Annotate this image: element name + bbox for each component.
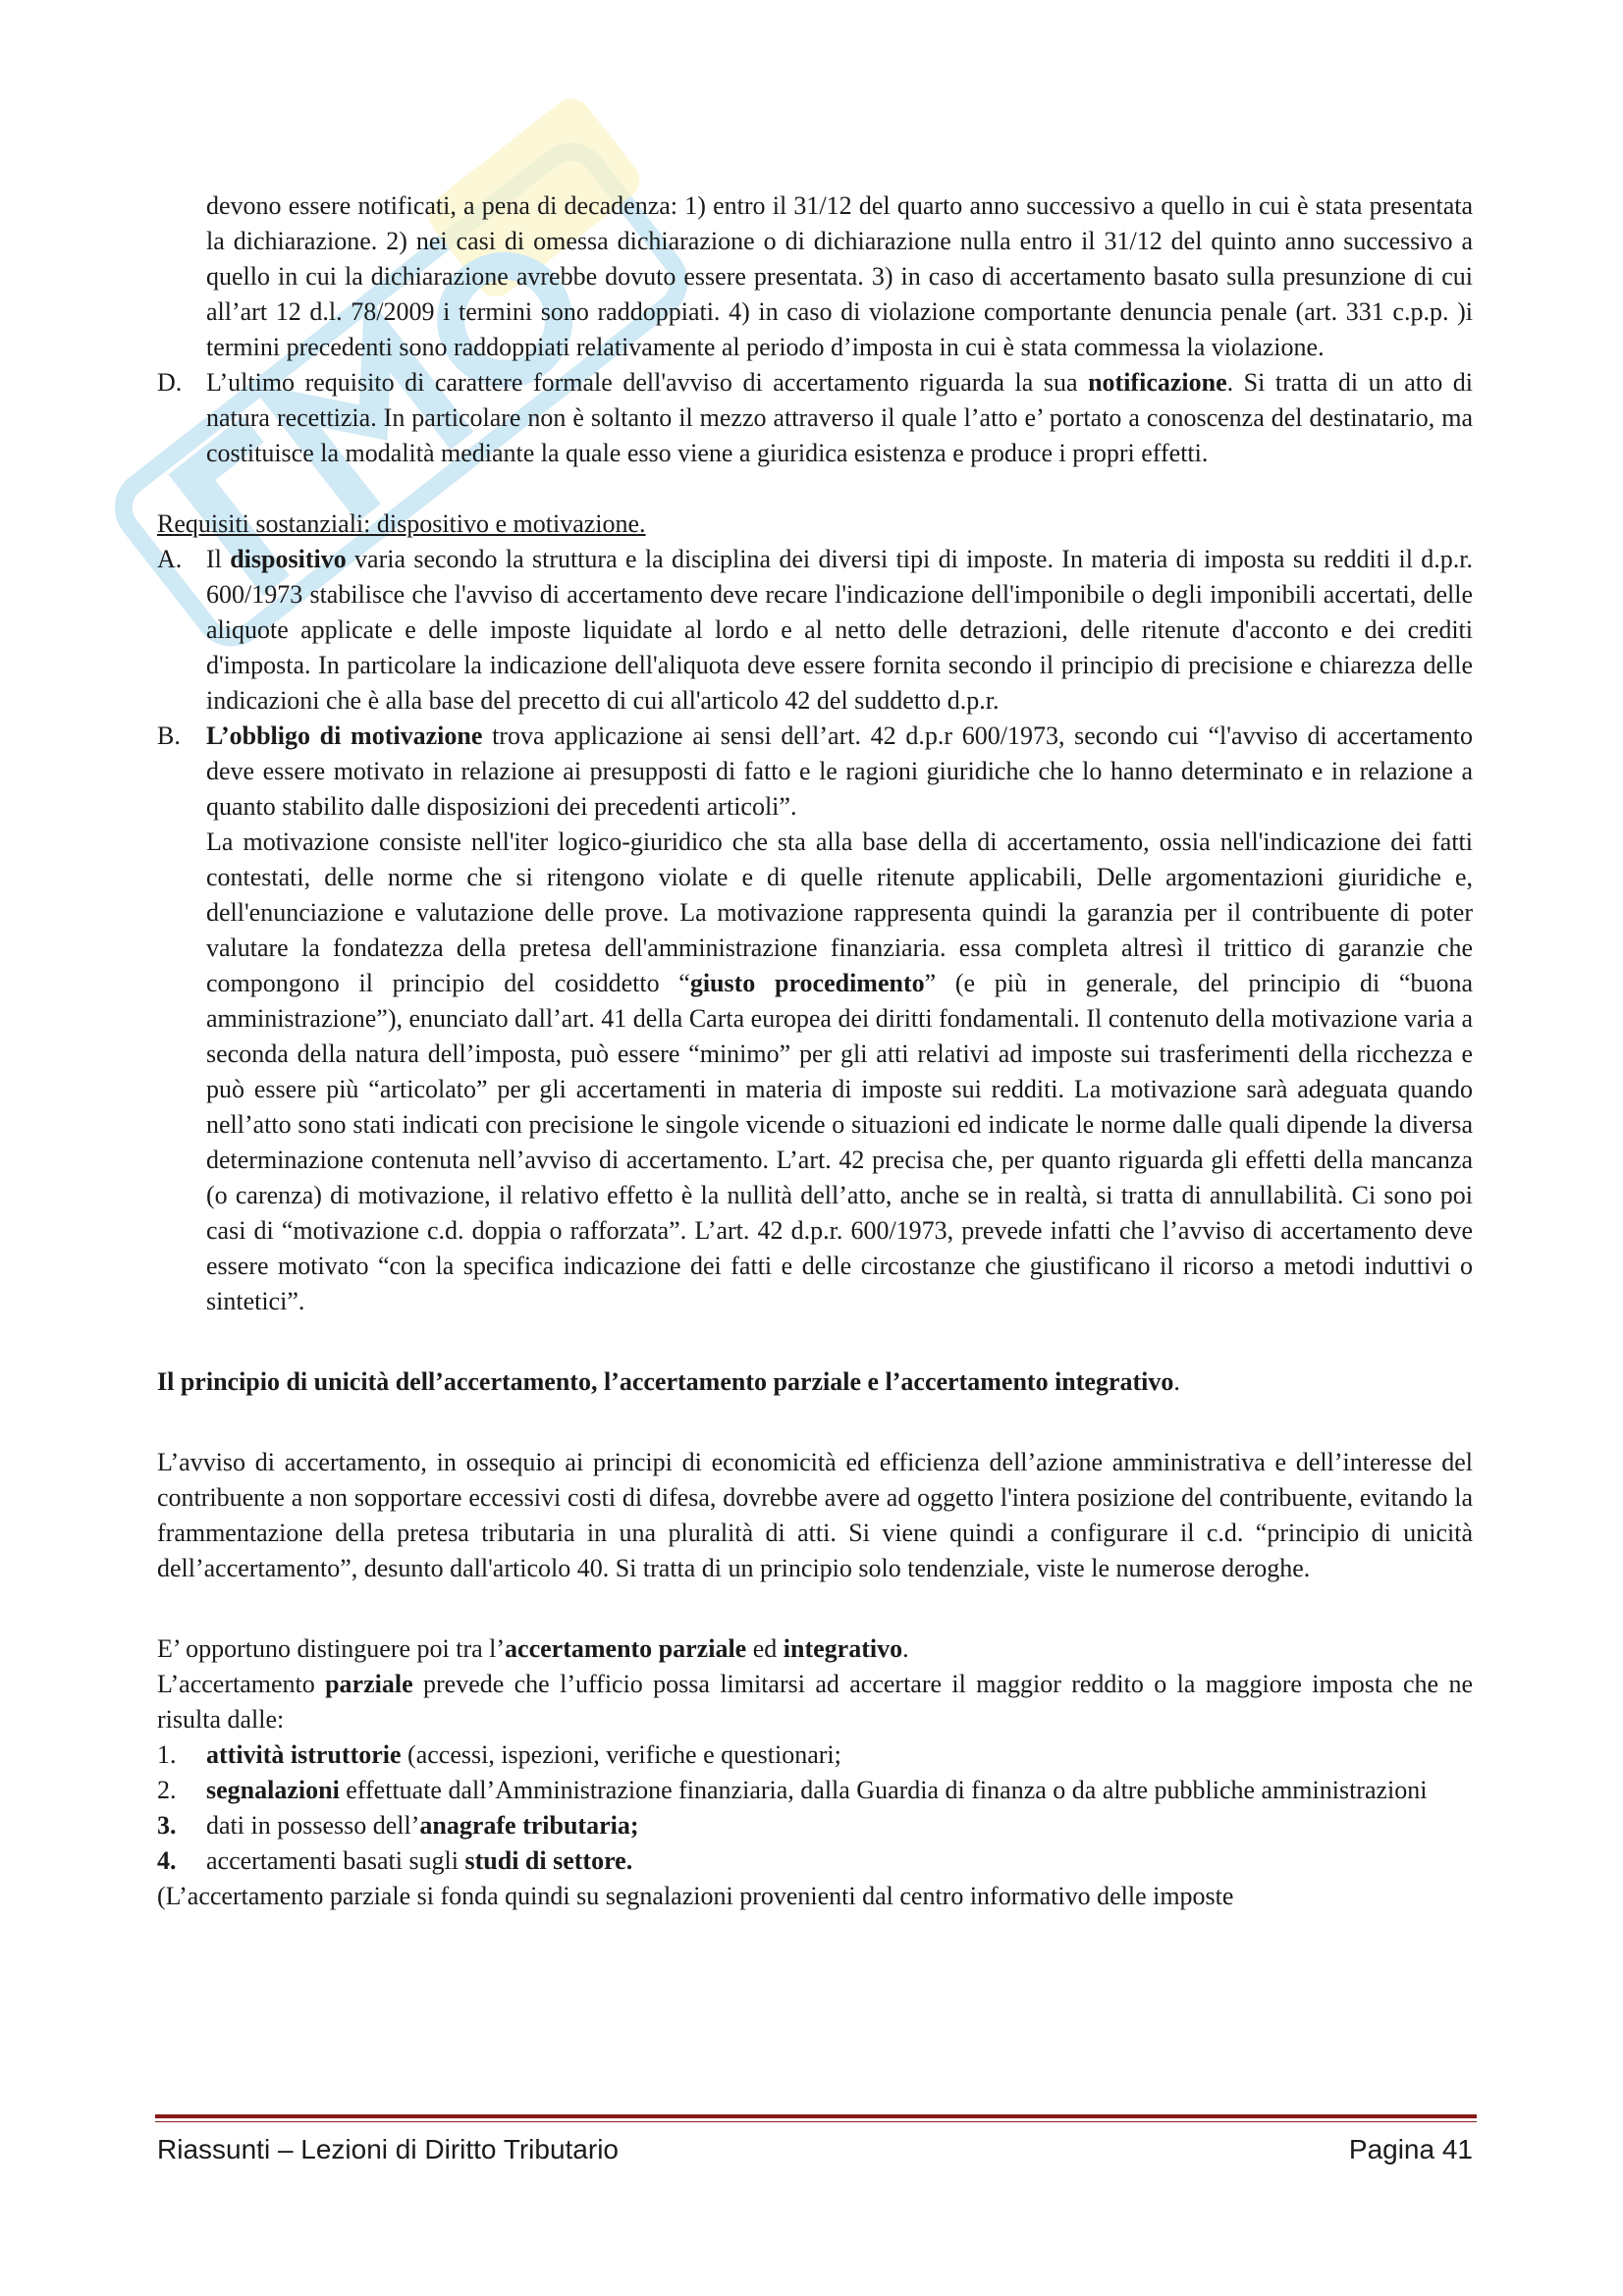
- item-content: [206, 1843, 1473, 1879]
- paragraph-text: L’accertamento: [157, 1670, 326, 1698]
- item-text: accertamenti basati sugli: [206, 1846, 465, 1875]
- section-title-sostanziali: [157, 507, 1473, 542]
- item-content: [206, 719, 1473, 1319]
- list-item-b: [157, 719, 1473, 1319]
- item-text: ” (e più in generale, del principio di “buona amministrazione”), enunciato dall’art. 41 della Carta europea dei diritti fondamentali. Il contenuto della motivazione varia a seconda della natura dell’imposta, può essere “minimo” per gli atti relativi ad imposte sui trasferimenti della ricchezza e può essere più “articolato” per gli accertamenti in materia di imposte sui redditi. La motivazione sarà adeguata quando nell’atto sono stati indicati con precisione le singole vicende o situazioni ed indicate le norme dalle quali dipende la diversa determinazione contenuta nell’avviso di accertamento. L’art. 42 precisa che, per quanto riguarda gli effetti della mancanza (o carenza) di motivazione, il relativo effetto è la nullità dell’atto, anche se in realtà, si tratta di annullabilità. Ci sono poi casi di “motivazione c.d. doppia o rafforzata”. L’art. 42 d.p.r. 600/1973, prevede infatti che l’avviso di accertamento deve essere motivato “con la specifica indicazione dei fatti e delle circostanze che giustificano il ricorso a metodi induttivi o sintetici”.: [206, 969, 1473, 1315]
- item-bold: L’obbligo di motivazione: [206, 721, 483, 750]
- document-body: [157, 188, 1473, 1914]
- item-content: [206, 1773, 1473, 1808]
- paragraph-text: prevede che l’ufficio possa limitarsi ad accertare il maggior reddito o la maggiore imposta che ne risulta dalle:: [157, 1670, 1473, 1734]
- item-bold: segnalazioni: [206, 1776, 340, 1804]
- item-label: 3.: [157, 1811, 177, 1840]
- list-item: [157, 1773, 1473, 1808]
- list-item-a: [157, 542, 1473, 719]
- item-label: D.: [157, 368, 183, 397]
- footer-rule: [155, 2114, 1477, 2118]
- paragraph-unicita: L’avviso di accertamento, in ossequio ai principi di economicità ed efficienza dell’azione amministrativa e dell’interesse del contribuente a non sopportare eccessivi costi di difesa, dovrebbe avere ad oggetto l'intera posizione del contribuente, evitando la frammentazione della pretesa tributaria in una pluralità di atti. Si viene quindi a configurare il c.d. “principio di unicità dell’accertamento”, desunto dall'articolo 40. Si tratta di un principio solo tendenziale, viste le numerose deroghe.: [157, 1448, 1473, 1582]
- list-item: [157, 1737, 1473, 1773]
- item-label: 4.: [157, 1846, 177, 1875]
- section-heading: Il principio di unicità dell’accertamento, l’accertamento parziale e l’accertamento integrativo: [157, 1367, 1174, 1396]
- item-label: A.: [157, 545, 183, 573]
- item-content: [206, 365, 1473, 471]
- item-content: [206, 542, 1473, 719]
- item-text: La motivazione consiste nell'iter logico-giuridico che sta alla base della di accertamento, ossia nell'indicazione dei fatti contestati, delle norme che si ritengono violate e di quelle ritenute applicabili, Delle argomentazioni giuridiche e, dell'enunciazione e valutazione delle prove. La motivazione rappresenta quindi la garanzia per il contribuente di poter valutare la fondatezza della pretesa dell'amministrazione finanziaria. essa completa altresì il trittico di garanzie che compongono il principio del cosiddetto “: [206, 828, 1473, 997]
- paragraph-text: E’ opportuno distinguere poi tra l’: [157, 1634, 506, 1663]
- list-item: [157, 1843, 1473, 1879]
- item-text: Il: [206, 545, 231, 573]
- list-item-d: [157, 365, 1473, 471]
- paragraph-bold: parziale: [325, 1670, 413, 1698]
- item-text: trova applicazione ai sensi dell’art. 42 d.p.r 600/1973, secondo cui “l'avviso di accertamento deve essere motivato in relazione ai presupposti di fatto e le ragioni giuridiche che lo hanno determinato e in relazione a quanto stabilito dalle disposizioni dei precedenti articoli”.: [206, 721, 1474, 821]
- list-item: [157, 1808, 1473, 1843]
- section-title: Requisiti sostanziali: dispositivo e motivazione.: [157, 509, 646, 538]
- paragraph-distinzione: [157, 1631, 1473, 1667]
- closing-paragraph: (L’accertamento parziale si fonda quindi su segnalazioni provenienti dal centro informativo delle imposte: [157, 1882, 1234, 1910]
- item-text: . Si tratta di un atto di natura recettizia. In particolare non è soltanto il mezzo attraverso il quale l’atto e’ portato a conoscenza del destinatario, ma costituisce la modalità mediante la quale esso viene a giuridica esistenza e produce i propri effetti.: [206, 368, 1473, 467]
- paragraph-bold: accertamento parziale: [505, 1634, 747, 1663]
- paragraph-text: ed: [746, 1634, 784, 1663]
- paragraph-bold: integrativo: [783, 1634, 903, 1663]
- item-text: (accessi, ispezioni, verifiche e questionari;: [401, 1740, 841, 1769]
- item-bold: giusto procedimento: [689, 969, 925, 997]
- numbered-list: [157, 1737, 1473, 1879]
- page-number: Pagina 41: [1348, 2134, 1473, 2164]
- item-label: 1.: [157, 1740, 177, 1769]
- item-bold: notificazione: [1088, 368, 1227, 397]
- paragraph-parziale: [157, 1667, 1473, 1737]
- item-text: L’ultimo requisito di carattere formale dell'avviso di accertamento riguarda la sua: [206, 368, 1089, 397]
- item-content: [206, 1808, 1473, 1843]
- item-bold: anagrafe tributaria;: [419, 1811, 639, 1840]
- heading-period: .: [1173, 1367, 1180, 1396]
- item-text: effettuate dall’Amministrazione finanziaria, dalla Guardia di finanza o da altre pubbliche amministrazioni: [339, 1776, 1428, 1804]
- continuation-paragraph: devono essere notificati, a pena di decadenza: 1) entro il 31/12 del quarto anno successivo a quello in cui è stata presentata la dichiarazione. 2) nei casi di omessa dichiarazione o di dichiarazione nulla entro il 31/12 del quinto anno successivo a quello in cui la dichiarazione avrebbe dovuto essere presentata. 3) in caso di accertamento basato sulla presunzione di cui all’art 12 d.l. 78/2009 i termini sono raddoppiati. 4) in caso di violazione comportante denuncia penale (art. 331 c.p.p. )i termini precedenti sono raddoppiati relativamente al periodo d’imposta in cui è stata commessa la violazione.: [206, 191, 1473, 361]
- section-heading-unicita: [157, 1364, 1473, 1400]
- footer-rule-thin: [155, 2121, 1477, 2122]
- item-bold: dispositivo: [230, 545, 347, 573]
- item-text: varia secondo la struttura e la disciplina dei diversi tipi di imposte. In materia di imposta su redditi il d.p.r. 600/1973 stabilisce che l'avviso di accertamento deve recare l'indicazione dell'imponibile o degli imponibili accertati, delle aliquote applicate e delle imposte liquidate al lordo e al netto delle detrazioni, delle ritenute d'acconto e dei crediti d'imposta. In particolare la indicazione dell'aliquota deve essere fornita secondo il principio di precisione e chiarezza delle indicazioni che è alla base del precetto di cui all'articolo 42 del suddetto d.p.r.: [206, 545, 1473, 715]
- item-label: B.: [157, 721, 181, 750]
- item-label: 2.: [157, 1776, 177, 1804]
- item-bold: studi di settore.: [464, 1846, 633, 1875]
- item-text: dati in possesso dell’: [206, 1811, 420, 1840]
- item-content: [206, 1737, 1473, 1773]
- paragraph-text: .: [902, 1634, 909, 1663]
- footer-title: Riassunti – Lezioni di Diritto Tributario: [157, 2134, 619, 2164]
- item-bold: attività istruttorie: [206, 1740, 402, 1769]
- page-footer: [157, 2134, 1473, 2165]
